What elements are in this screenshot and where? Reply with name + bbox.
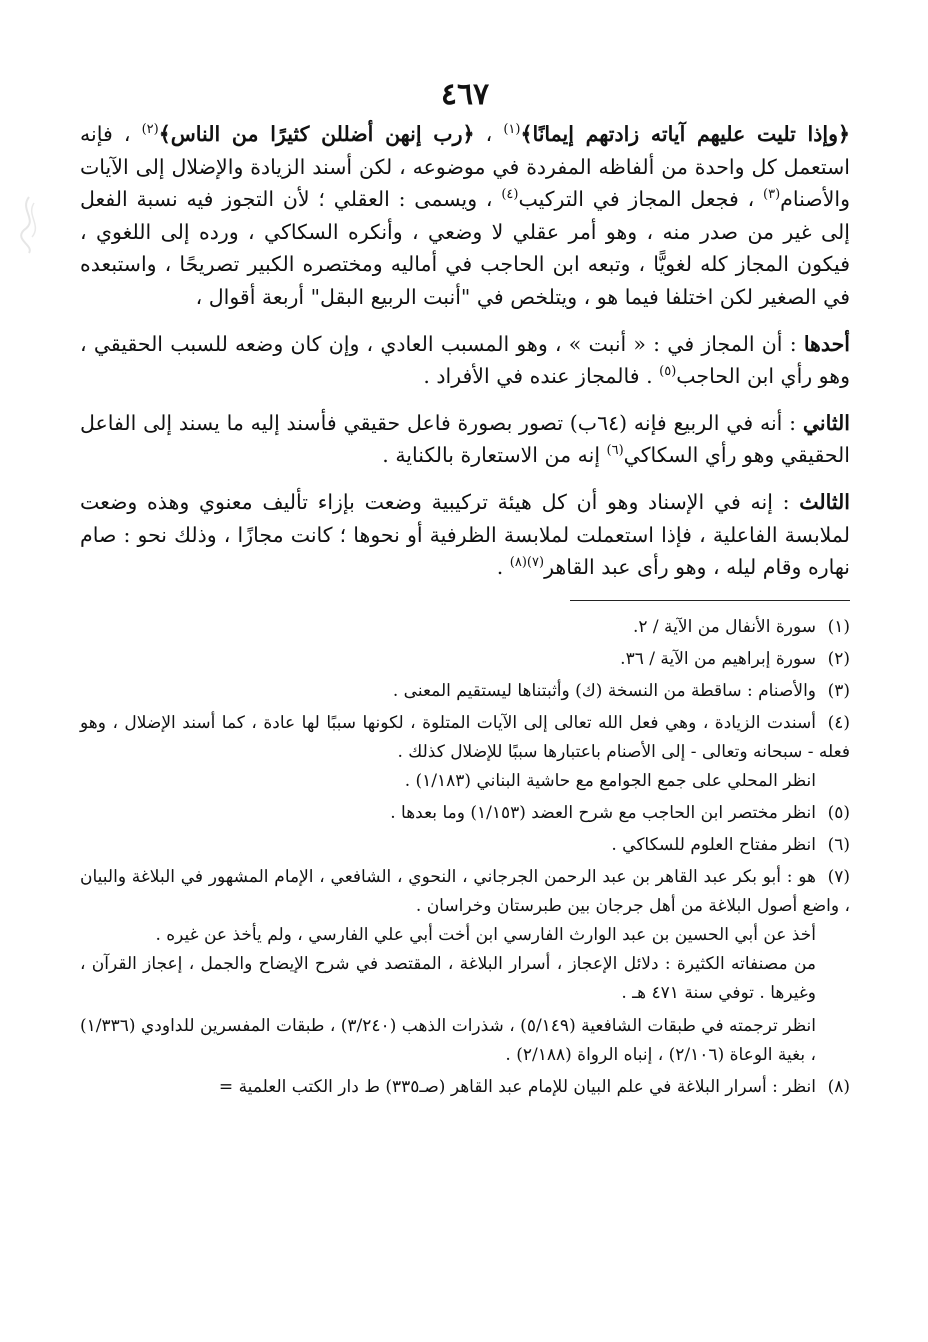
footnote-text: سورة إبراهيم من الآية / ٣٦.	[620, 648, 816, 669]
section-label: أحدها	[803, 331, 850, 356]
main-text	[80, 118, 850, 584]
footnote-6	[80, 831, 850, 860]
paragraph-text: .	[496, 555, 510, 580]
paragraph-text: ، فجعل المجاز في التركيب	[518, 187, 764, 212]
footnote-ref: (٥)	[659, 364, 677, 380]
footnote-text: والأصنام : ساقطة من النسخة (ك) وأثبتناها ليستقيم المعنى .	[392, 680, 816, 701]
footnote-text: أسندت الزيادة ، وهي فعل الله تعالى إلى الآيات المتلوة ، لكونها سببًا لها عادة ، كما أسند الإضلال ، وهو فعله - سبحانه وتعالى - إلى الأصنام باعتبارها سببًا للإضلال كذلك .	[80, 712, 850, 762]
divider-wrap	[80, 600, 850, 601]
footnote-4	[80, 709, 850, 796]
section-label: الثاني	[802, 410, 850, 435]
paragraph-first	[80, 328, 850, 393]
footnote-ref: (٦)	[606, 443, 624, 459]
paragraph-text: ، ويسمى : العقلي ؛ لأن التجوز فيه نسبة الفعل إلى غير من صدر منه ، وهو أمر عقلي لا وضعي ، وأنكره السكاكي ، ورده إلى اللغوي ، فيكون المجاز كله لغويًّا ، وتبعه ابن الحاجب في أماليه ومختصره الكبير تصريحًا ، واستبعده في الصغير لكن اختلفا فيما هو ، ويتلخص في "أنبت الربيع البقل" أربعة أقوال ،	[80, 187, 850, 309]
page-number: ٤٦٧	[440, 77, 490, 112]
section-label: الثالث	[799, 489, 850, 514]
footnote-continuation: من مصنفاته الكثيرة : دلائل الإعجاز ، أسرار البلاغة ، المقتصد في شرح الإيضاح والجمل ، إعجاز القرآن ، وغيرها . توفي سنة ٤٧١ هـ .	[80, 953, 816, 1003]
footnote-3	[80, 677, 850, 706]
paragraph-text: . فالمجاز عنده في الأفراد .	[423, 364, 660, 389]
paragraph-third	[80, 486, 850, 584]
footnote-number: (٦)	[827, 834, 850, 855]
footnote-ref: (٢)	[141, 122, 159, 138]
scan-smudge	[14, 195, 44, 255]
footnote-divider	[570, 600, 850, 601]
footnote-number: (١)	[827, 616, 850, 637]
footnote-7	[80, 863, 850, 1070]
quran-verse: ﴿وإذا تليت عليهم آياته زادتهم إيمانًا﴾	[520, 122, 850, 146]
footnote-ref: (٧)(٨)	[509, 555, 545, 571]
paragraph-text: : أن المجاز في : « أنبت » ، وهو المسبب العادي ، وإن كان وضعه للسبب الحقيقي ، وهو رأي ابن الحاجب	[80, 331, 850, 389]
footnote-ref: (٣)	[763, 187, 781, 203]
paragraph-text: إنه من الاستعارة بالكناية .	[382, 443, 607, 468]
footnote-2	[80, 645, 850, 674]
footnote-1	[80, 613, 850, 642]
footnote-number: (٣)	[827, 680, 850, 701]
footnote-number: (٧)	[827, 866, 850, 887]
document-page	[80, 78, 850, 1105]
footnote-continuation: انظر المحلي على جمع الجوامع مع حاشية البناني (١/١٨٣) .	[404, 770, 816, 791]
separator: ،	[474, 122, 504, 146]
paragraph-text: : إنه في الإسناد وهو أن كل هيئة تركيبية وضعت بإزاء تأليف معنوي وهذه وضعت لملابسة الفاعلية ، فإذا استعملت لملابسة الظرفية أو نحوها ؛ كانت مجازًا ، وذلك نحو : صام نهاره وقام ليله ، وهو رأى عبد القاهر	[80, 489, 850, 580]
paragraph-intro	[80, 118, 850, 314]
footnote-ref: (١)	[503, 122, 521, 138]
footnote-number: (٥)	[827, 802, 850, 823]
footnote-number: (٤)	[827, 712, 850, 733]
footnote-ref: (٤)	[501, 187, 519, 203]
footnote-5	[80, 799, 850, 828]
footnote-7-main	[80, 863, 850, 921]
paragraph-text: ، فإنه استعمل كل واحدة من ألفاظه المفردة في موضوعه ، لكن أسند الزيادة والإضلال إلى الآيات والأصنام	[80, 122, 850, 212]
footnote-text: هو : أبو بكر عبد القاهر بن عبد الرحمن الجرجاني ، النحوي ، الشافعي ، الإمام المشهور في البلاغة والبيان ، واضع أصول البلاغة من أهل جرجان بين طبرستان وخراسان .	[80, 866, 850, 916]
footnote-continuation: أخذ عن أبي الحسين بن عبد الوارث الفارسي ابن أخت أبي علي الفارسي ، ولم يأخذ عن غيره .	[155, 924, 816, 945]
footnote-number: (٢)	[827, 648, 850, 669]
quran-verse: ﴿رب إنهن أضللن كثيرًا من الناس﴾	[158, 122, 475, 146]
footnote-text: سورة الأنفال من الآية / ٢.	[632, 616, 816, 637]
footnote-text: انظر مختصر ابن الحاجب مع شرح العضد (١/١٥٣) وما بعدها .	[390, 802, 816, 823]
footnote-number: (٨)	[827, 1076, 850, 1097]
footnotes	[80, 613, 850, 1102]
paragraph-text: : أنه في الربيع فإنه (٦٤ب) تصور بصورة فاعل حقيقي فأسند إليه ما يسند إلى الفاعل الحقيقي وهو رأي السكاكي	[80, 410, 850, 468]
footnote-text: انظر : أسرار البلاغة في علم البيان للإمام عبد القاهر (صـ٣٣٥) ط دار الكتب العلمية =	[218, 1076, 816, 1097]
footnote-text: انظر مفتاح العلوم للسكاكي .	[611, 834, 816, 855]
footnote-continuation: انظر ترجمته في طبقات الشافعية (٥/١٤٩) ، شذرات الذهب (٣/٢٤٠) ، طبقات المفسرين للداودي (١/٣٣٦) ، بغية الوعاة (٢/١٠٦) ، إنباه الرواة (٢/١٨٨) .	[80, 1015, 816, 1065]
footnote-4-main	[80, 709, 850, 767]
footnote-8	[80, 1073, 850, 1102]
paragraph-second	[80, 407, 850, 472]
